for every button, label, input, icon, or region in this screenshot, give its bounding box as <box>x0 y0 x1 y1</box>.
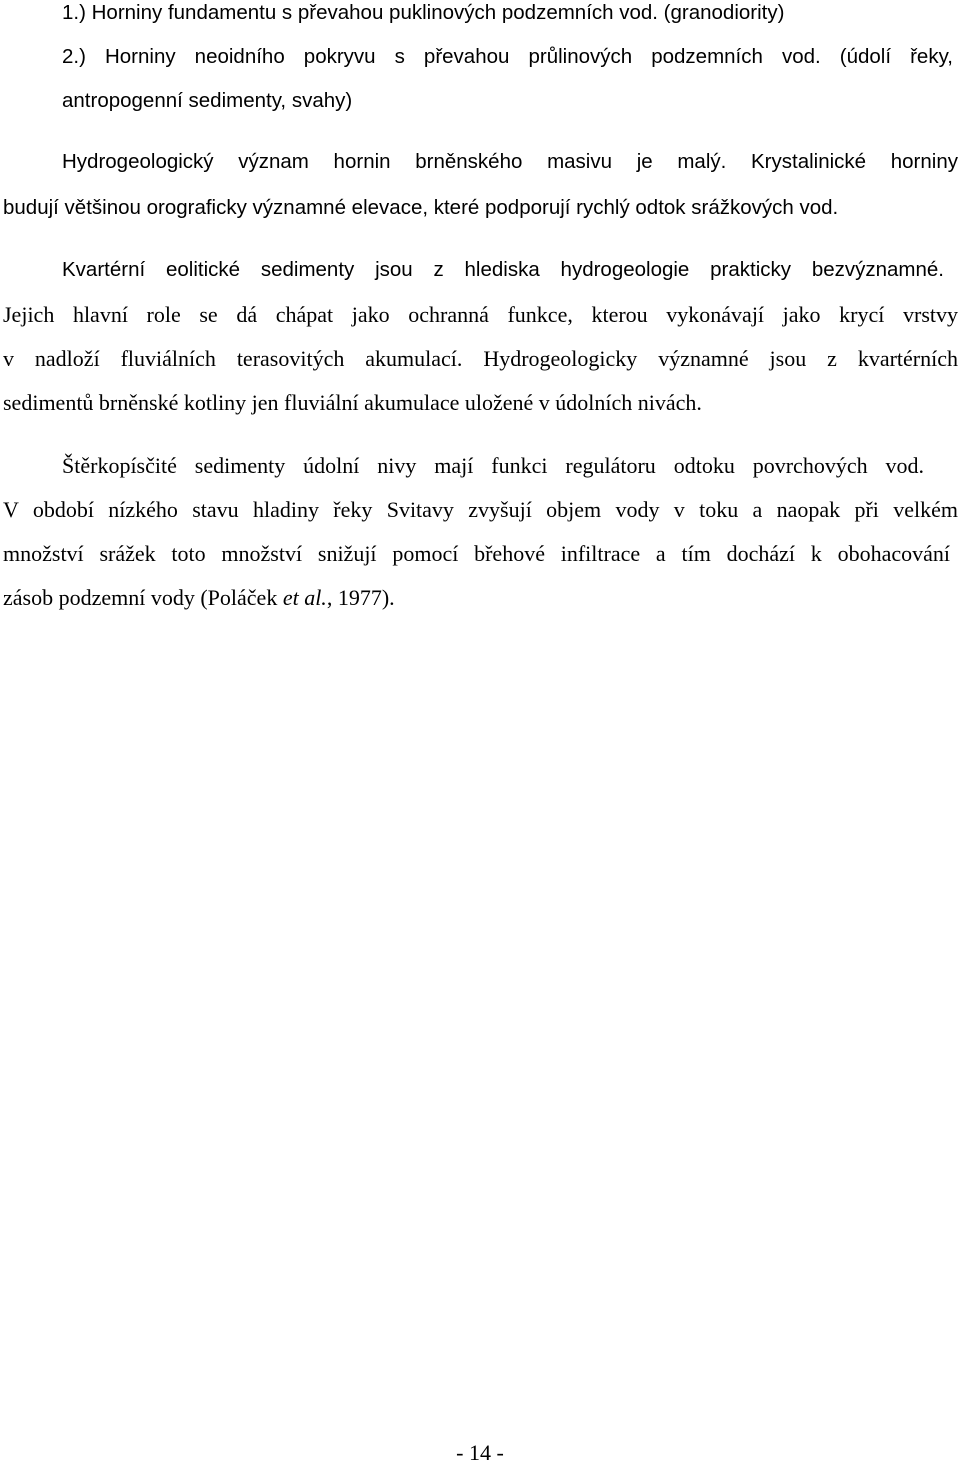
paragraph-2-line-1: Kvartérní eolitické sedimenty jsou z hlediska hydrogeologie prakticky bezvýznamné. <box>62 258 944 281</box>
page-number: - 14 - <box>456 1440 504 1465</box>
paragraph-3-line-4-year: , 1977). <box>326 585 395 610</box>
list-item-2-line-2: antropogenní sedimenty, svahy) <box>62 89 353 112</box>
paragraph-3-line-3: množství srážek toto množství snižují pomocí břehové infiltrace a tím dochází k obohacování <box>3 541 950 566</box>
paragraph-3-line-2: V období nízkého stavu hladiny řeky Svitavy zvyšují objem vody v toku a naopak při velkém <box>3 497 958 522</box>
paragraph-3-line-4-text: zásob podzemní vody (Poláček <box>3 585 283 610</box>
paragraph-3-line-4 <box>3 585 958 611</box>
citation-et-al: et al. <box>282 585 327 610</box>
paragraph-2-line-2: Jejich hlavní role se dá chápat jako ochranná funkce, kterou vykonávají jako krycí vrstvy <box>3 302 958 327</box>
paragraph-1-line-1: Hydrogeologický význam hornin brněnského masivu je malý. Krystalinické horniny <box>62 150 958 173</box>
paragraph-1-line-2: budují většinou orograficky významné elevace, které podporují rychlý odtok srážkových vod. <box>3 196 839 219</box>
paragraph-2-line-4: sedimentů brněnské kotliny jen fluviální akumulace uložené v údolních nivách. <box>3 390 702 415</box>
paragraph-2-line-3: v nadloží fluviálních terasovitých akumulací. Hydrogeologicky významné jsou z kvartérních <box>3 346 958 371</box>
paragraph-3-line-1: Štěrkopísčité sedimenty údolní nivy mají funkci regulátoru odtoku povrchových vod. <box>62 453 924 478</box>
list-item-1: 1.) Horniny fundamentu s převahou puklinových podzemních vod. (granodiority) <box>62 1 785 24</box>
list-item-2-line-1: 2.) Horniny neoidního pokryvu s převahou průlinových podzemních vod. (údolí řeky, <box>62 45 953 68</box>
